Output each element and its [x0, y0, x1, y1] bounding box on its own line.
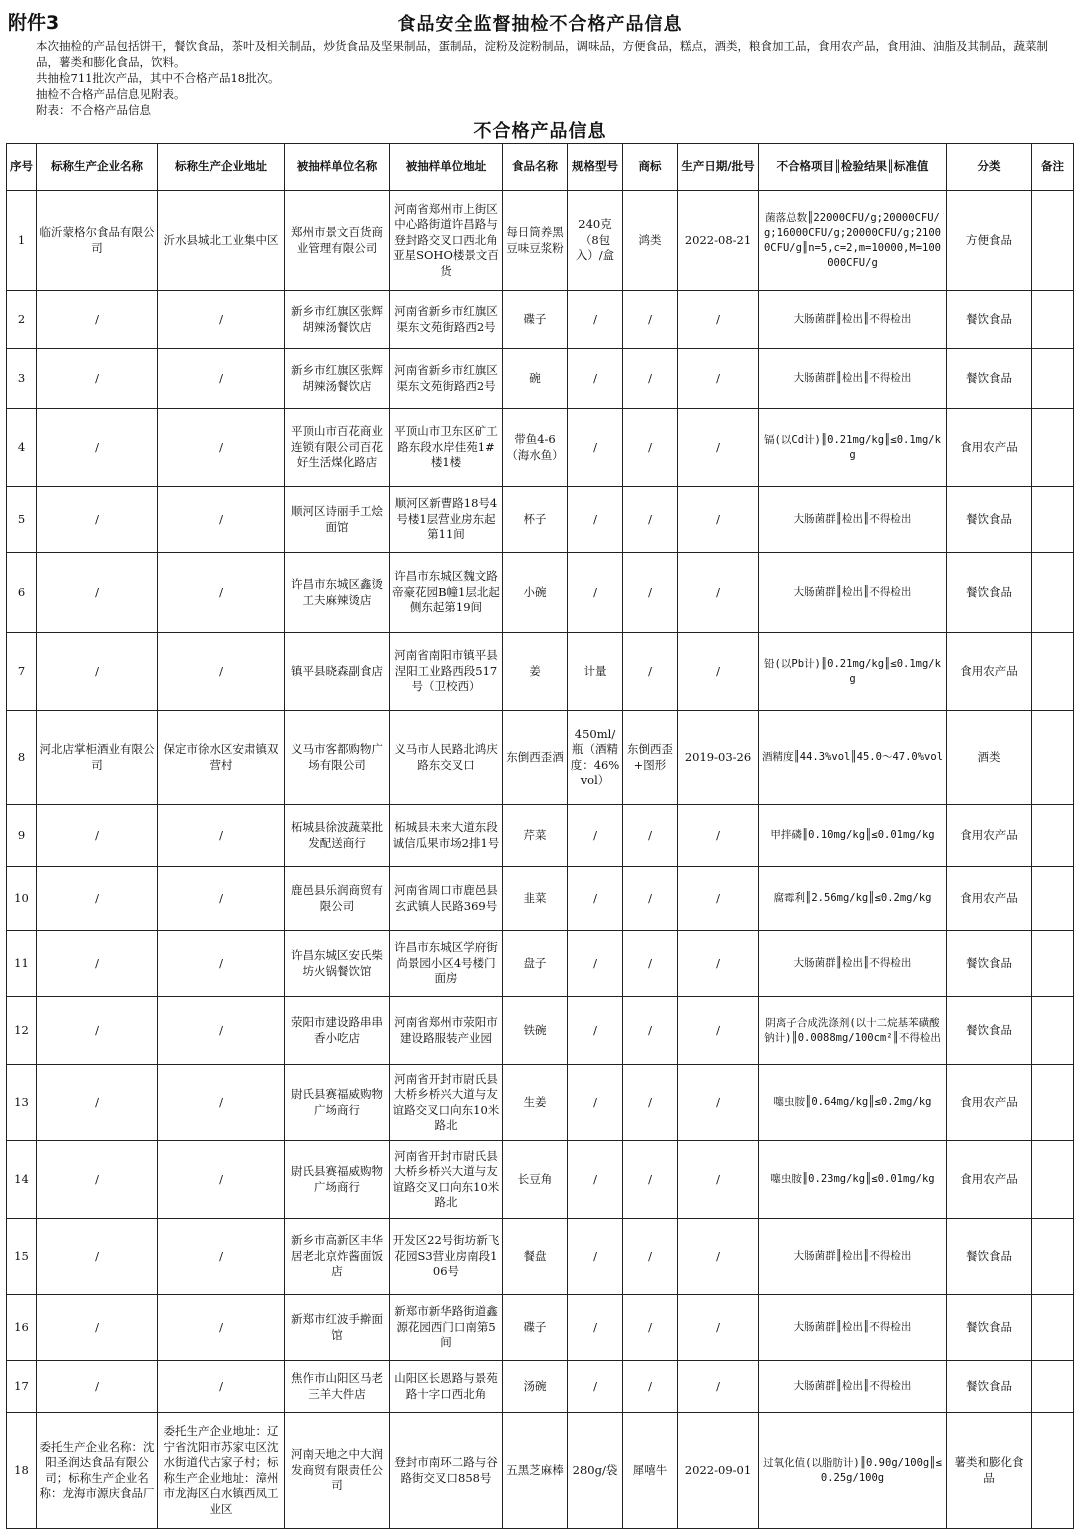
cell-result: 大肠菌群║检出║不得检出: [759, 1295, 947, 1361]
cell-spec: /: [568, 1141, 623, 1219]
cell-category: 食用农产品: [947, 1065, 1032, 1141]
cell-manufacturer-address: /: [158, 487, 285, 553]
intro-paragraph: 本次抽检的产品包括饼干，餐饮食品，茶叶及相关制品，炒货食品及坚果制品，蛋制品，淀粉及淀粉制品，调味品，方便食品，糕点，酒类，粮食加工品，食用农产品，食用油、油脂及其制品，蔬菜制品，薯类和膨化食品，饮料。: [36, 39, 1048, 69]
table-row: [7, 931, 1074, 997]
cell-food-name: 芹菜: [503, 805, 568, 867]
cell-sampled-unit: 许昌东城区安氏柴坊火锅餐饮馆: [285, 931, 390, 997]
cell-category: 餐饮食品: [947, 553, 1032, 633]
cell-spec: /: [568, 1219, 623, 1295]
cell-no: 12: [7, 997, 37, 1065]
cell-category: 食用农产品: [947, 805, 1032, 867]
cell-manufacturer: /: [37, 1219, 158, 1295]
cell-manufacturer: /: [37, 805, 158, 867]
cell-production-date: 2022-09-01: [678, 1413, 759, 1529]
cell-sampled-unit: 平顶山市百花商业连锁有限公司百花好生活煤化路店: [285, 409, 390, 487]
cell-manufacturer-address: /: [158, 1065, 285, 1141]
cell-no: 15: [7, 1219, 37, 1295]
header-no: 序号: [7, 144, 37, 191]
cell-spec: /: [568, 487, 623, 553]
cell-sampled-unit-address: 新郑市新华路街道鑫源花园西门口南第5间: [390, 1295, 503, 1361]
cell-category: 餐饮食品: [947, 487, 1032, 553]
cell-sampled-unit-address: 河南省开封市尉氏县大桥乡桥兴大道与友谊路交叉口向东10米路北: [390, 1065, 503, 1141]
cell-result: 腐霉利║2.56mg/kg║≤0.2mg/kg: [759, 867, 947, 931]
cell-sampled-unit-address: 河南省郑州市上街区中心路街道许昌路与登封路交叉口西北角亚星SOHO楼景文百货: [390, 191, 503, 291]
cell-brand: 鸿类: [623, 191, 678, 291]
cell-spec: /: [568, 1065, 623, 1141]
cell-category: 餐饮食品: [947, 291, 1032, 349]
cell-result: 菌落总数║22000CFU/g;20000CFU/g;16000CFU/g;20000CFU/g;21000CFU/g║n=5,c=2,m=10000,M=100000CFU/g: [759, 191, 947, 291]
cell-production-date: /: [678, 805, 759, 867]
cell-sampled-unit: 镇平县晓森副食店: [285, 633, 390, 711]
cell-manufacturer-address: /: [158, 931, 285, 997]
cell-note: [1032, 487, 1074, 553]
cell-sampled-unit-address: 河南省新乡市红旗区渠东文苑街路西2号: [390, 291, 503, 349]
cell-production-date: /: [678, 1065, 759, 1141]
cell-category: 食用农产品: [947, 1141, 1032, 1219]
cell-production-date: /: [678, 997, 759, 1065]
cell-manufacturer-address: 保定市徐水区安肃镇双营村: [158, 711, 285, 805]
cell-manufacturer: /: [37, 409, 158, 487]
cell-spec: 450ml/瓶（酒精度：46%vol）: [568, 711, 623, 805]
table-row: [7, 409, 1074, 487]
cell-sampled-unit: 鹿邑县乐润商贸有限公司: [285, 867, 390, 931]
cell-sampled-unit: 尉氏县赛福威购物广场商行: [285, 1141, 390, 1219]
table-row: [7, 1361, 1074, 1413]
cell-result: 大肠菌群║检出║不得检出: [759, 291, 947, 349]
cell-food-name: 碟子: [503, 1295, 568, 1361]
cell-brand: /: [623, 1219, 678, 1295]
cell-result: 大肠菌群║检出║不得检出: [759, 553, 947, 633]
cell-no: 10: [7, 867, 37, 931]
cell-production-date: 2019-03-26: [678, 711, 759, 805]
cell-food-name: 长豆角: [503, 1141, 568, 1219]
cell-manufacturer-address: /: [158, 805, 285, 867]
cell-manufacturer: /: [37, 867, 158, 931]
cell-no: 7: [7, 633, 37, 711]
cell-category: 餐饮食品: [947, 1361, 1032, 1413]
cell-note: [1032, 1295, 1074, 1361]
cell-no: 2: [7, 291, 37, 349]
table-row: [7, 487, 1074, 553]
cell-manufacturer: /: [37, 931, 158, 997]
cell-no: 4: [7, 409, 37, 487]
cell-no: 3: [7, 349, 37, 409]
cell-result: 阴离子合成洗涤剂(以十二烷基苯磺酸钠计)║0.0088mg/100cm²║不得检出: [759, 997, 947, 1065]
cell-brand: /: [623, 633, 678, 711]
cell-note: [1032, 291, 1074, 349]
intro-paragraph: 共抽检711批次产品，其中不合格产品18批次。: [36, 71, 280, 85]
cell-no: 16: [7, 1295, 37, 1361]
cell-spec: /: [568, 805, 623, 867]
table-row: [7, 1141, 1074, 1219]
cell-manufacturer: /: [37, 553, 158, 633]
table-row: [7, 805, 1074, 867]
cell-spec: /: [568, 291, 623, 349]
cell-no: 17: [7, 1361, 37, 1413]
header-spec: 规格型号: [568, 144, 623, 191]
cell-sampled-unit: 柘城县徐波蔬菜批发配送商行: [285, 805, 390, 867]
cell-spec: /: [568, 349, 623, 409]
cell-manufacturer-address: /: [158, 1141, 285, 1219]
cell-note: [1032, 191, 1074, 291]
cell-category: 薯类和膨化食品: [947, 1413, 1032, 1529]
cell-sampled-unit: 尉氏县赛福威购物广场商行: [285, 1065, 390, 1141]
cell-sampled-unit-address: 许昌市东城区魏文路帝豪花园B幢1层北起侧东起第19间: [390, 553, 503, 633]
cell-food-name: 带鱼4-6（海水鱼）: [503, 409, 568, 487]
cell-food-name: 每日筒养黑豆味豆浆粉: [503, 191, 568, 291]
cell-brand: /: [623, 553, 678, 633]
cell-spec: /: [568, 1295, 623, 1361]
cell-category: 餐饮食品: [947, 1219, 1032, 1295]
cell-no: 9: [7, 805, 37, 867]
cell-category: 食用农产品: [947, 409, 1032, 487]
cell-production-date: /: [678, 487, 759, 553]
cell-production-date: /: [678, 291, 759, 349]
cell-category: 餐饮食品: [947, 349, 1032, 409]
table-row: [7, 1219, 1074, 1295]
cell-category: 食用农产品: [947, 867, 1032, 931]
cell-category: 餐饮食品: [947, 997, 1032, 1065]
cell-sampled-unit-address: 登封市南环二路与谷路街交叉口858号: [390, 1413, 503, 1529]
cell-brand: /: [623, 1361, 678, 1413]
header-result: 不合格项目║检验结果║标准值: [759, 144, 947, 191]
cell-manufacturer-address: /: [158, 291, 285, 349]
cell-food-name: 盘子: [503, 931, 568, 997]
cell-sampled-unit: 新乡市红旗区张辉胡辣汤餐饮店: [285, 291, 390, 349]
cell-manufacturer: /: [37, 291, 158, 349]
cell-note: [1032, 1141, 1074, 1219]
cell-category: 食用农产品: [947, 633, 1032, 711]
cell-sampled-unit: 顺河区诗丽手工烩面馆: [285, 487, 390, 553]
nonconforming-products-table: [6, 143, 1074, 1529]
cell-category: 餐饮食品: [947, 931, 1032, 997]
cell-note: [1032, 1219, 1074, 1295]
cell-production-date: /: [678, 1141, 759, 1219]
cell-production-date: /: [678, 633, 759, 711]
cell-no: 8: [7, 711, 37, 805]
header-manufacturer-address: 标称生产企业地址: [158, 144, 285, 191]
cell-manufacturer-address: /: [158, 867, 285, 931]
header-food-name: 食品名称: [503, 144, 568, 191]
cell-sampled-unit-address: 河南省南阳市镇平县涅阳工业路西段517号（卫校西）: [390, 633, 503, 711]
cell-sampled-unit: 荥阳市建设路串串香小吃店: [285, 997, 390, 1065]
cell-brand: /: [623, 1065, 678, 1141]
cell-sampled-unit-address: 柘城县未来大道东段诚信瓜果市场2排1号: [390, 805, 503, 867]
cell-note: [1032, 1065, 1074, 1141]
cell-manufacturer-address: /: [158, 1361, 285, 1413]
cell-brand: /: [623, 349, 678, 409]
cell-production-date: /: [678, 553, 759, 633]
cell-category: 餐饮食品: [947, 1295, 1032, 1361]
cell-brand: 东倒西歪+图形: [623, 711, 678, 805]
cell-manufacturer-address: 委托生产企业地址：辽宁省沈阳市苏家屯区沈水街道代古家子村；标称生产企业地址：漳州市龙海区白水镇西凤工业区: [158, 1413, 285, 1529]
table-row: [7, 633, 1074, 711]
cell-result: 大肠菌群║检出║不得检出: [759, 487, 947, 553]
cell-manufacturer: /: [37, 997, 158, 1065]
cell-result: 镉(以Cd计)║0.21mg/kg║≤0.1mg/kg: [759, 409, 947, 487]
cell-manufacturer: /: [37, 1361, 158, 1413]
cell-sampled-unit: 郑州市景文百货商业管理有限公司: [285, 191, 390, 291]
cell-no: 6: [7, 553, 37, 633]
cell-sampled-unit-address: 义马市人民路北鸿庆路东交叉口: [390, 711, 503, 805]
header-sampled-unit: 被抽样单位名称: [285, 144, 390, 191]
cell-sampled-unit: 许昌市东城区鑫烫工夫麻辣烫店: [285, 553, 390, 633]
header-manufacturer: 标称生产企业名称: [37, 144, 158, 191]
cell-spec: /: [568, 997, 623, 1065]
cell-sampled-unit-address: 河南省郑州市荥阳市建设路服装产业园: [390, 997, 503, 1065]
cell-manufacturer: 临沂蒙格尔食品有限公司: [37, 191, 158, 291]
cell-category: 酒类: [947, 711, 1032, 805]
cell-result: 过氧化值(以脂肪计)║0.90g/100g║≤0.25g/100g: [759, 1413, 947, 1529]
cell-note: [1032, 867, 1074, 931]
cell-brand: /: [623, 997, 678, 1065]
cell-spec: 计量: [568, 633, 623, 711]
table-row: [7, 1065, 1074, 1141]
table-row: [7, 1413, 1074, 1529]
cell-note: [1032, 1361, 1074, 1413]
cell-food-name: 汤碗: [503, 1361, 568, 1413]
table-row: [7, 291, 1074, 349]
cell-manufacturer: /: [37, 349, 158, 409]
cell-spec: 240克（8包入）/盒: [568, 191, 623, 291]
cell-manufacturer: /: [37, 1065, 158, 1141]
cell-result: 大肠菌群║检出║不得检出: [759, 931, 947, 997]
cell-food-name: 五黑芝麻棒: [503, 1413, 568, 1529]
table-row: [7, 191, 1074, 291]
cell-sampled-unit-address: 许昌市东城区学府街尚景园小区4号楼门面房: [390, 931, 503, 997]
intro-paragraph: 抽检不合格产品信息见附表。: [36, 87, 186, 101]
cell-food-name: 杯子: [503, 487, 568, 553]
header-category: 分类: [947, 144, 1032, 191]
cell-production-date: /: [678, 409, 759, 487]
cell-note: [1032, 1413, 1074, 1529]
cell-spec: /: [568, 553, 623, 633]
cell-food-name: 姜: [503, 633, 568, 711]
table-title: 不合格产品信息: [473, 121, 607, 142]
cell-result: 噻虫胺║0.64mg/kg║≤0.2mg/kg: [759, 1065, 947, 1141]
cell-no: 13: [7, 1065, 37, 1141]
cell-manufacturer: /: [37, 487, 158, 553]
cell-food-name: 碗: [503, 349, 568, 409]
cell-brand: /: [623, 487, 678, 553]
cell-no: 18: [7, 1413, 37, 1529]
cell-production-date: /: [678, 349, 759, 409]
table-row: [7, 553, 1074, 633]
cell-sampled-unit: 河南天地之中大润发商贸有限责任公司: [285, 1413, 390, 1529]
header-production-date: 生产日期/批号: [678, 144, 759, 191]
cell-food-name: 韭菜: [503, 867, 568, 931]
cell-production-date: /: [678, 867, 759, 931]
cell-brand: /: [623, 409, 678, 487]
cell-note: [1032, 931, 1074, 997]
cell-food-name: 铁碗: [503, 997, 568, 1065]
header-brand: 商标: [623, 144, 678, 191]
cell-result: 铅(以Pb计)║0.21mg/kg║≤0.1mg/kg: [759, 633, 947, 711]
cell-spec: /: [568, 931, 623, 997]
table-row: [7, 711, 1074, 805]
intro-text: [8, 38, 1070, 118]
cell-brand: /: [623, 805, 678, 867]
cell-production-date: /: [678, 931, 759, 997]
cell-manufacturer-address: /: [158, 409, 285, 487]
cell-note: [1032, 349, 1074, 409]
cell-spec: /: [568, 1361, 623, 1413]
cell-food-name: 小碗: [503, 553, 568, 633]
cell-category: 方便食品: [947, 191, 1032, 291]
cell-sampled-unit-address: 顺河区新曹路18号4号楼1层营业房东起第11间: [390, 487, 503, 553]
cell-no: 11: [7, 931, 37, 997]
cell-sampled-unit: 焦作市山阳区马老三羊大件店: [285, 1361, 390, 1413]
cell-sampled-unit-address: 河南省周口市鹿邑县玄武镇人民路369号: [390, 867, 503, 931]
cell-sampled-unit-address: 开发区22号街坊新飞花园S3营业房南段106号: [390, 1219, 503, 1295]
cell-production-date: /: [678, 1219, 759, 1295]
cell-sampled-unit-address: 山阳区长恩路与景苑路十字口西北角: [390, 1361, 503, 1413]
cell-manufacturer-address: /: [158, 553, 285, 633]
cell-note: [1032, 805, 1074, 867]
cell-brand: /: [623, 291, 678, 349]
cell-brand: /: [623, 1141, 678, 1219]
cell-brand: /: [623, 931, 678, 997]
header-note: 备注: [1032, 144, 1074, 191]
document-title: 食品安全监督抽检不合格产品信息: [397, 14, 683, 35]
cell-sampled-unit: 义马市客都购物广场有限公司: [285, 711, 390, 805]
cell-no: 5: [7, 487, 37, 553]
cell-sampled-unit: 新郑市红波手擀面馆: [285, 1295, 390, 1361]
cell-manufacturer-address: /: [158, 1295, 285, 1361]
cell-manufacturer: /: [37, 633, 158, 711]
cell-result: 噻虫胺║0.23mg/kg║≤0.01mg/kg: [759, 1141, 947, 1219]
cell-manufacturer: /: [37, 1141, 158, 1219]
cell-manufacturer: 委托生产企业名称：沈阳圣润达食品有限公司；标称生产企业名称：龙海市源庆食品厂: [37, 1413, 158, 1529]
cell-note: [1032, 997, 1074, 1065]
cell-spec: 280g/袋: [568, 1413, 623, 1529]
cell-manufacturer: /: [37, 1295, 158, 1361]
cell-spec: /: [568, 409, 623, 487]
cell-result: 甲拌磷║0.10mg/kg║≤0.01mg/kg: [759, 805, 947, 867]
cell-food-name: 生姜: [503, 1065, 568, 1141]
cell-result: 大肠菌群║检出║不得检出: [759, 1219, 947, 1295]
cell-manufacturer-address: 沂水县城北工业集中区: [158, 191, 285, 291]
header-sampled-unit-address: 被抽样单位地址: [390, 144, 503, 191]
table-row: [7, 867, 1074, 931]
cell-manufacturer-address: /: [158, 997, 285, 1065]
cell-food-name: 碟子: [503, 291, 568, 349]
cell-no: 1: [7, 191, 37, 291]
cell-manufacturer-address: /: [158, 349, 285, 409]
cell-spec: /: [568, 867, 623, 931]
cell-manufacturer: 河北店掌柜酒业有限公司: [37, 711, 158, 805]
cell-brand: 犀嘻牛: [623, 1413, 678, 1529]
table-row: [7, 1295, 1074, 1361]
cell-result: 大肠菌群║检出║不得检出: [759, 1361, 947, 1413]
cell-sampled-unit: 新乡市红旗区张辉胡辣汤餐饮店: [285, 349, 390, 409]
cell-sampled-unit-address: 河南省新乡市红旗区渠东文苑街路西2号: [390, 349, 503, 409]
table-header-row: [7, 144, 1074, 191]
cell-production-date: 2022-08-21: [678, 191, 759, 291]
cell-food-name: 餐盘: [503, 1219, 568, 1295]
cell-manufacturer-address: /: [158, 1219, 285, 1295]
intro-paragraph: 附表：不合格产品信息: [36, 103, 151, 117]
cell-result: 大肠菌群║检出║不得检出: [759, 349, 947, 409]
attachment-label: 附件3: [8, 12, 60, 34]
cell-result: 酒精度║44.3%vol║45.0～47.0%vol: [759, 711, 947, 805]
cell-note: [1032, 633, 1074, 711]
table-row: [7, 997, 1074, 1065]
table-row: [7, 349, 1074, 409]
cell-note: [1032, 409, 1074, 487]
cell-sampled-unit: 新乡市高新区丰华居老北京炸酱面饭店: [285, 1219, 390, 1295]
cell-manufacturer-address: /: [158, 633, 285, 711]
cell-sampled-unit-address: 平顶山市卫东区矿工路东段水岸佳苑1#楼1楼: [390, 409, 503, 487]
cell-brand: /: [623, 867, 678, 931]
cell-production-date: /: [678, 1295, 759, 1361]
cell-sampled-unit-address: 河南省开封市尉氏县大桥乡桥兴大道与友谊路交叉口向东10米路北: [390, 1141, 503, 1219]
cell-note: [1032, 711, 1074, 805]
cell-brand: /: [623, 1295, 678, 1361]
cell-production-date: /: [678, 1361, 759, 1413]
cell-food-name: 东倒西歪酒: [503, 711, 568, 805]
cell-no: 14: [7, 1141, 37, 1219]
cell-note: [1032, 553, 1074, 633]
